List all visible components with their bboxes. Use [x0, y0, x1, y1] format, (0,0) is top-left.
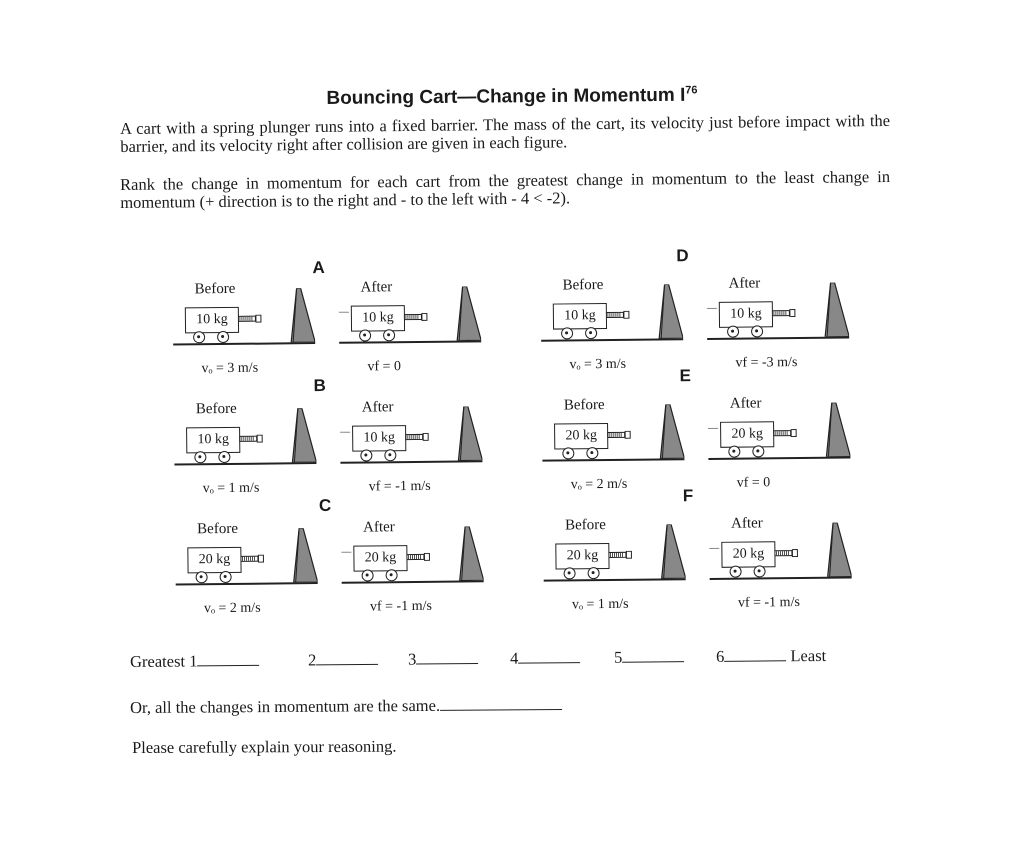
cart-mass: 10 kg: [351, 305, 405, 332]
floor-line: [541, 338, 683, 341]
wheel-icon: [561, 327, 573, 339]
greatest-label: Greatest: [130, 651, 186, 671]
floor-line: [340, 460, 482, 463]
phase-label: After: [731, 515, 763, 532]
wheel-icon: [217, 331, 229, 343]
cart: [554, 423, 612, 460]
scenario-letter-a: A: [312, 257, 325, 278]
velocity-label: vₒ = 3 m/s: [201, 360, 259, 377]
wheel-icon: [588, 567, 600, 579]
panel-d-after: [705, 274, 856, 386]
panel-f-after: [707, 514, 858, 626]
spring-plunger-icon: [773, 429, 797, 437]
phase-label: After: [361, 399, 394, 416]
cart-mass: 20 kg: [721, 541, 775, 568]
floor-line: [542, 458, 684, 461]
rank-slot-1[interactable]: Greatest 1: [130, 651, 260, 672]
velocity-label: vf = -1 m/s: [368, 478, 431, 495]
barrier-icon: [659, 524, 686, 578]
barrier-icon: [456, 406, 483, 460]
spring-plunger-icon: [608, 551, 632, 559]
velocity-label: vf = 0: [367, 359, 402, 375]
spring-plunger-icon: [406, 553, 430, 561]
wheel-icon: [193, 331, 205, 343]
barrier-icon: [825, 522, 852, 576]
wheel-icon: [564, 567, 576, 579]
velocity-label: vₒ = 3 m/s: [569, 356, 627, 373]
phase-label: Before: [197, 520, 239, 538]
cart: [720, 421, 778, 458]
phase-label: After: [729, 395, 762, 412]
wheel-icon: [362, 569, 374, 581]
cart: [721, 541, 779, 578]
barrier-icon: [289, 288, 316, 342]
cart: [719, 301, 777, 338]
velocity-label: vf = -1 m/s: [737, 594, 800, 611]
wheel-icon: [384, 449, 396, 461]
cart-mass: 10 kg: [185, 307, 239, 334]
cart: [351, 305, 409, 342]
wheel-icon: [754, 565, 766, 577]
motion-lines: [707, 308, 717, 309]
velocity-label: vₒ = 2 m/s: [570, 476, 628, 493]
wheel-icon: [360, 449, 372, 461]
wheel-icon: [359, 329, 371, 341]
panel-b-after: [338, 398, 489, 510]
phase-label: After: [360, 279, 393, 296]
phase-label: Before: [562, 277, 604, 294]
velocity-label: vₒ = 1 m/s: [571, 596, 629, 613]
cart-mass: 10 kg: [186, 427, 240, 454]
wheel-icon: [562, 447, 574, 459]
motion-lines: [708, 428, 718, 429]
wheel-icon: [585, 327, 597, 339]
floor-line: [173, 342, 315, 345]
wheel-icon: [383, 329, 395, 341]
wheel-icon: [586, 447, 598, 459]
intro-paragraph: A cart with a spring plunger runs into a fixed barrier. The mass of the cart, its velocity just before impact with the barrier, and its velocity right after collision are given in each figure.: [119, 110, 891, 156]
motion-lines: [339, 312, 349, 313]
scenario-letter-c: C: [318, 495, 332, 516]
motion-lines: [341, 552, 351, 553]
panel-a-before: [171, 280, 322, 392]
cart: [187, 547, 245, 584]
floor-line: [710, 576, 852, 579]
wheel-icon: [728, 446, 740, 458]
panel-b-before: [172, 400, 323, 512]
spring-plunger-icon: [405, 433, 429, 441]
barrier-icon: [823, 282, 850, 336]
wheel-icon: [751, 325, 763, 337]
phase-label: After: [728, 275, 761, 292]
spring-plunger-icon: [240, 555, 264, 563]
scenario-letter-f: F: [682, 486, 694, 506]
spring-plunger-icon: [772, 309, 796, 317]
rank-slot-6[interactable]: 6 Least: [715, 645, 827, 666]
rank-instructions: Rank the change in momentum for each cart from the greatest change in momentum to the least change in momentum (+ direction is to the right and - to the left with - 4 < -2).: [119, 166, 891, 212]
floor-line: [174, 462, 316, 465]
cart: [555, 543, 613, 580]
wheel-icon: [220, 571, 232, 583]
spring-plunger-icon: [238, 315, 262, 323]
velocity-label: vₒ = 2 m/s: [203, 600, 261, 617]
spring-plunger-icon: [404, 313, 428, 321]
cart-mass: 20 kg: [353, 545, 407, 572]
panel-e-before: [540, 396, 691, 508]
barrier-icon: [457, 526, 484, 580]
scenario-letter-d: D: [676, 246, 689, 266]
velocity-label: vf = -1 m/s: [369, 598, 432, 615]
floor-line: [176, 582, 318, 585]
cart-mass: 10 kg: [719, 301, 773, 328]
spring-plunger-icon: [239, 435, 263, 443]
scenario-letter-b: B: [313, 375, 327, 396]
floor-line: [708, 456, 850, 459]
panel-c-before: [173, 520, 324, 632]
barrier-icon: [290, 408, 317, 462]
explain-prompt: Please carefully explain your reasoning.: [132, 736, 397, 757]
cart: [353, 545, 411, 582]
velocity-label: vₒ = 1 m/s: [202, 480, 260, 497]
wheel-icon: [386, 569, 398, 581]
rank-slot-4[interactable]: 4: [510, 648, 580, 669]
wheel-icon: [194, 451, 206, 463]
spring-plunger-icon: [607, 431, 631, 439]
phase-label: Before: [563, 397, 605, 414]
panel-a-after: [337, 278, 488, 390]
panel-c-after: [339, 518, 490, 630]
wheel-icon: [196, 571, 208, 583]
motion-lines: [709, 548, 719, 549]
worksheet-title: Bouncing Cart—Change in Momentum $I^{76}$: [326, 84, 698, 109]
motion-lines: [340, 432, 350, 433]
same-option[interactable]: Or, all the changes in momentum are the same.: [130, 695, 562, 718]
rank-slot-3[interactable]: 3: [408, 649, 478, 670]
panel-d-before: [539, 276, 690, 388]
cart-mass: 20 kg: [720, 421, 774, 448]
cart: [352, 425, 410, 462]
rank-slot-5[interactable]: 5: [614, 647, 684, 668]
panel-f-before: [541, 516, 692, 628]
wheel-icon: [727, 326, 739, 338]
cart-mass: 20 kg: [554, 423, 608, 450]
velocity-label: vf = 0: [736, 475, 771, 491]
floor-line: [342, 580, 484, 583]
cart-mass: 20 kg: [555, 543, 609, 570]
phase-label: After: [363, 519, 395, 536]
cart: [553, 303, 611, 340]
least-label: Least: [790, 645, 827, 666]
spring-plunger-icon: [606, 311, 630, 319]
cart-mass: 20 kg: [187, 547, 241, 574]
barrier-icon: [657, 284, 684, 338]
panel-e-after: [706, 394, 857, 506]
cart: [185, 307, 243, 344]
floor-line: [339, 340, 481, 343]
spring-plunger-icon: [774, 549, 798, 557]
cart-mass: 10 kg: [352, 425, 406, 452]
scenario-letter-e: E: [679, 366, 691, 386]
barrier-icon: [658, 404, 685, 458]
wheel-icon: [752, 445, 764, 457]
wheel-icon: [218, 451, 230, 463]
cart-mass: 10 kg: [553, 303, 607, 330]
phase-label: Before: [194, 280, 236, 298]
velocity-label: vf = -3 m/s: [735, 355, 798, 371]
barrier-icon: [824, 402, 851, 456]
barrier-icon: [291, 528, 318, 582]
phase-label: Before: [565, 517, 607, 534]
floor-line: [707, 336, 849, 339]
wheel-icon: [730, 566, 742, 578]
floor-line: [544, 578, 686, 581]
rank-slot-2[interactable]: 2: [308, 650, 378, 671]
cart: [186, 427, 244, 464]
phase-label: Before: [195, 400, 237, 418]
barrier-icon: [455, 286, 482, 340]
